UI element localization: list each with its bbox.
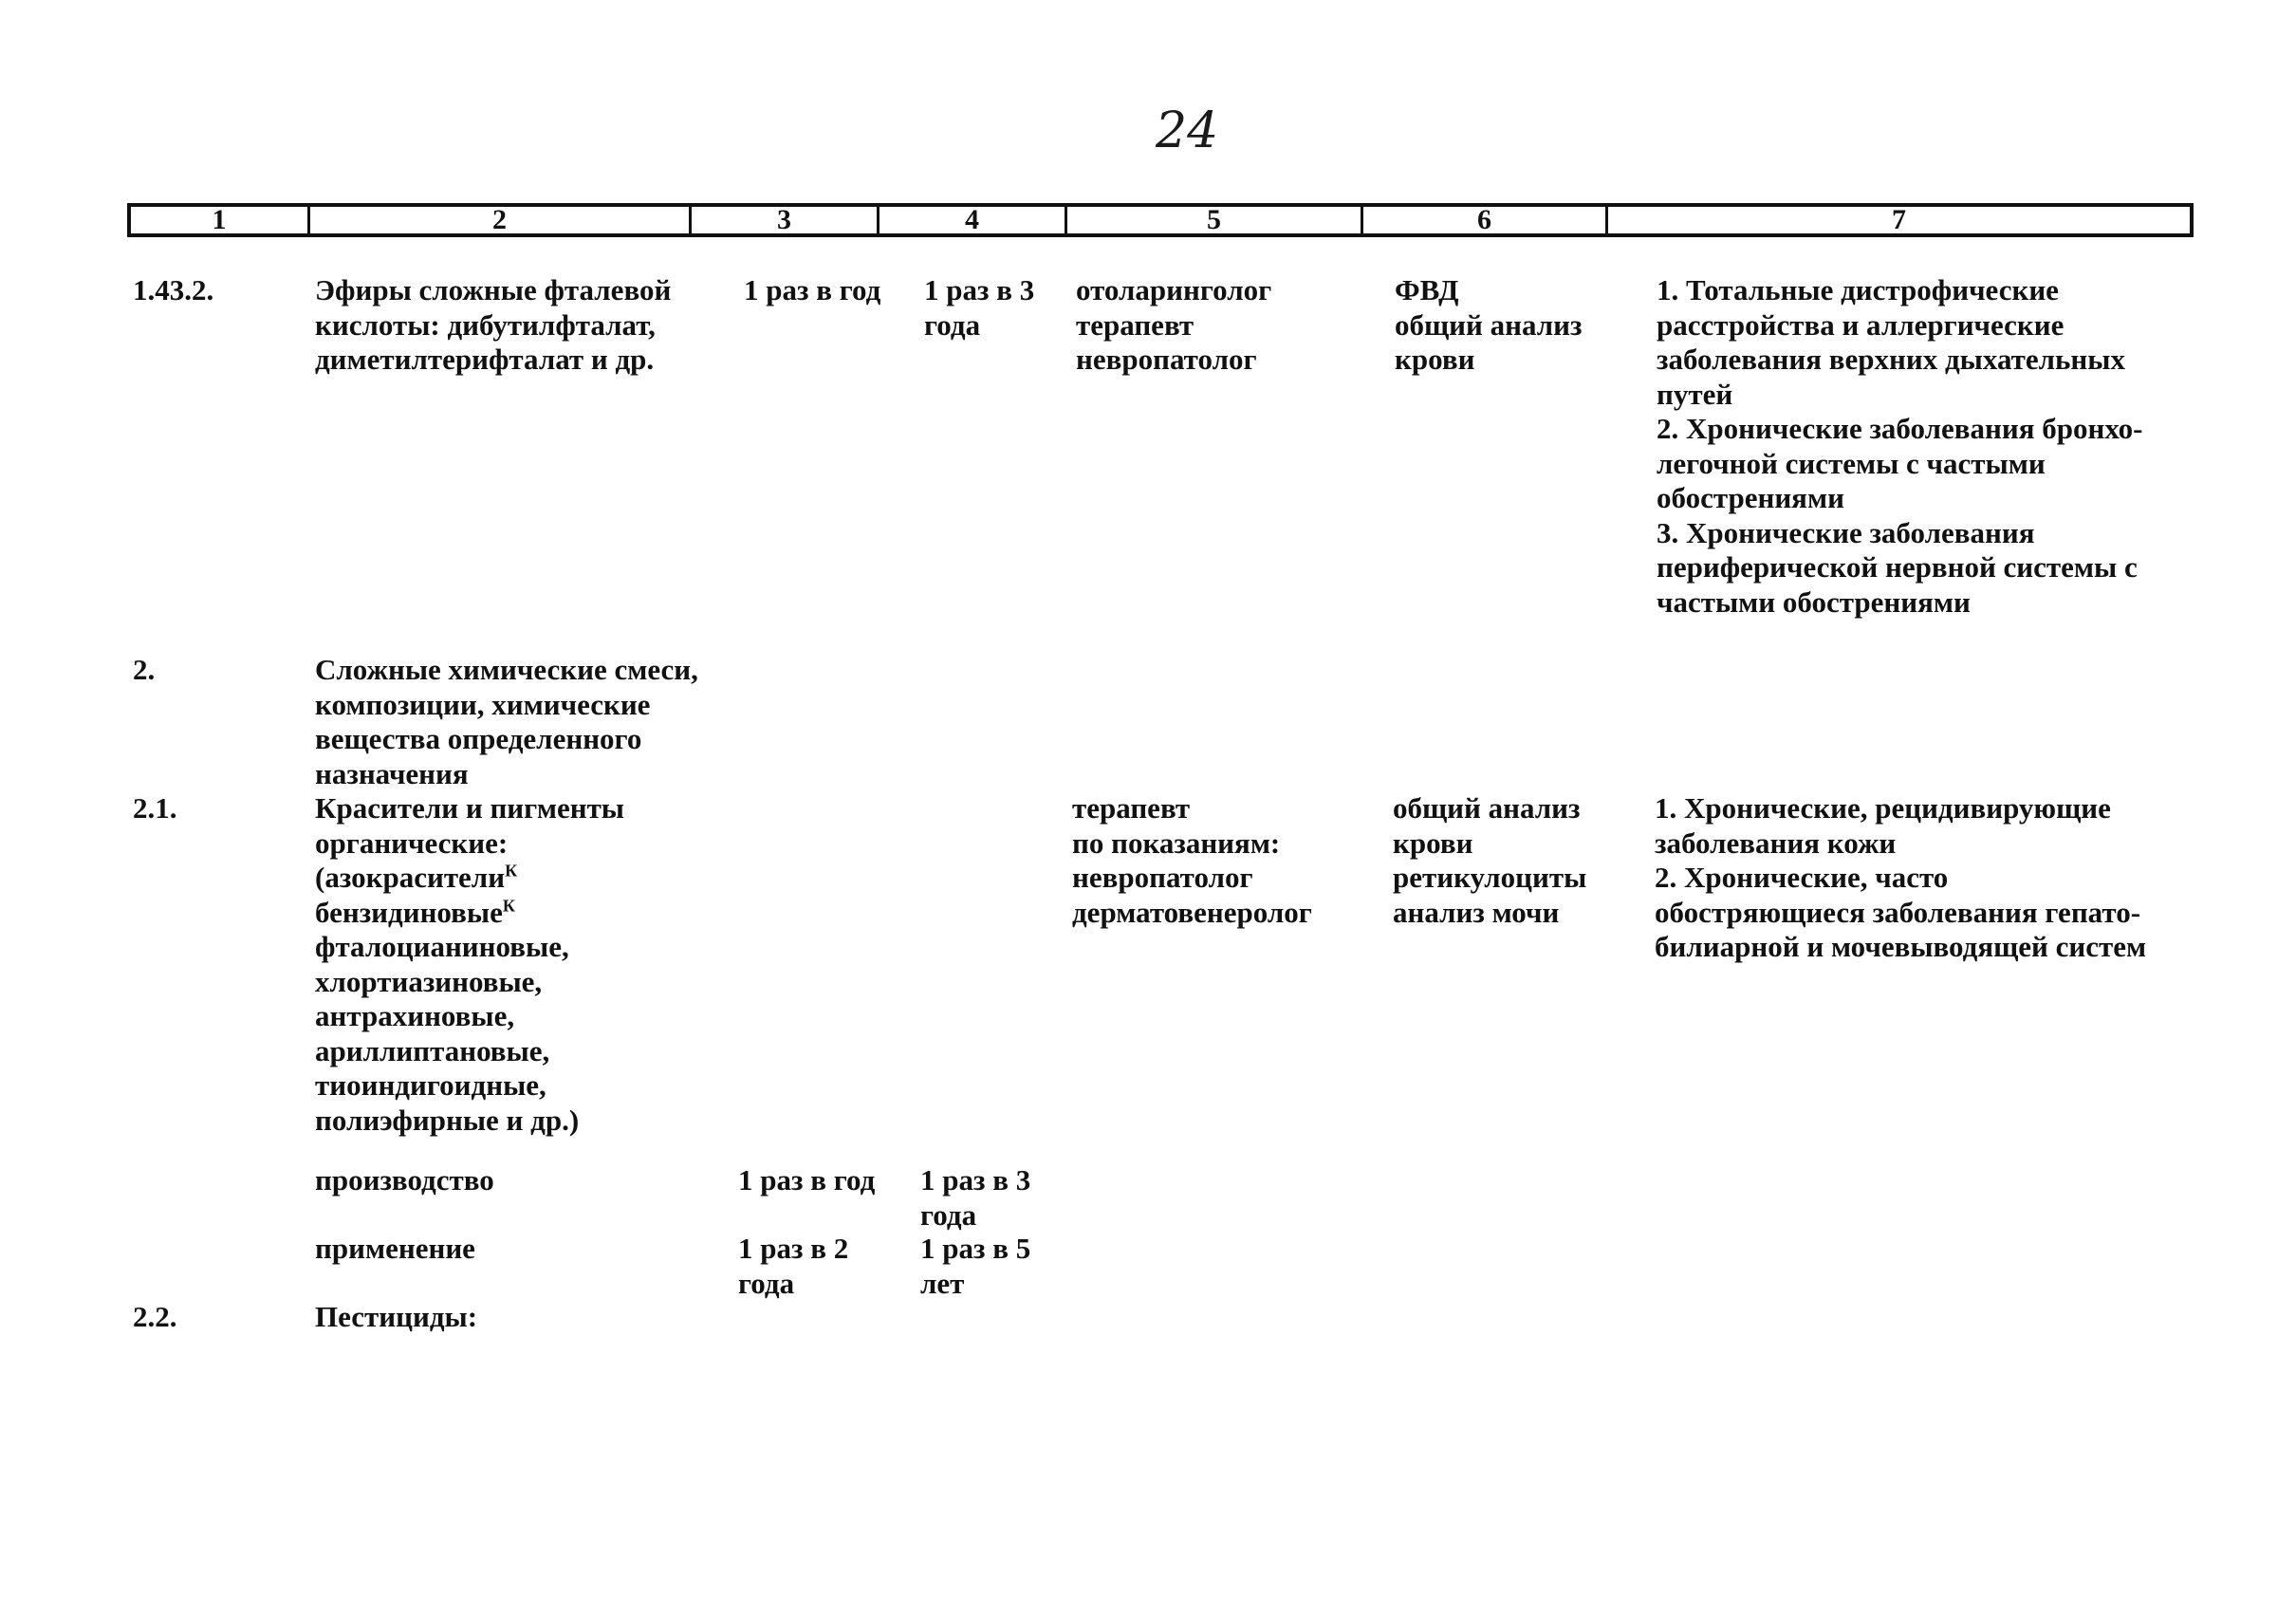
substance-name-line: полиэфирные и др.): [315, 1103, 580, 1137]
substance-name-line: хлортиазиновые,: [315, 964, 543, 998]
doctors-list: отоларинголог терапевт невропатолог: [1076, 273, 1272, 376]
column-header-6: 6: [1361, 207, 1605, 233]
substance-name: Сложные химические смеси, композиции, химические вещества определенного назначения: [315, 653, 698, 790]
exam-frequency-col4: 1 раз в 5 лет: [920, 1232, 1031, 1300]
contraindications: 1. Хронические, рецидивирующие заболевания кожи 2. Хронические, часто обостряющиеся заболевания гепато- билиарной и мочевыводящей систем: [1655, 791, 2147, 963]
substance-name: Пестициды:: [315, 1300, 478, 1333]
row-code: 1.43.2.: [133, 273, 214, 306]
exam-frequency-col3: 1 раз в год: [738, 1163, 876, 1197]
substance-name-line: [315, 896, 732, 931]
row-code: 2.: [133, 653, 156, 686]
substance-name-text: (азокрасители: [315, 861, 506, 894]
exam-frequency-col4: 1 раз в 3 года: [920, 1163, 1031, 1232]
lab-tests: ФВД общий анализ крови: [1395, 273, 1583, 376]
row-code: 2.2.: [133, 1300, 177, 1333]
carcinogen-mark: К: [505, 861, 518, 881]
column-header-3: 3: [689, 207, 877, 233]
page-number: 24: [1156, 102, 1219, 159]
contraindications: 1. Тотальные дистрофические расстройства и аллергические заболевания верхних дыхательных путей 2. Хронические заболевания бронхо- легочной системы с частыми обострениями 3. Хронические заболевания периферической нервной системы с частыми обострениями: [1657, 273, 2143, 619]
substance-name-text: бензидиновые: [315, 895, 503, 929]
table-header-row: [127, 203, 2194, 237]
lab-tests: общий анализ крови ретикулоциты анализ мочи: [1393, 791, 1587, 929]
substance-name-line: фталоцианиновые,: [315, 930, 569, 963]
substance-name-line: [315, 861, 732, 896]
sub-item-name: производство: [315, 1163, 494, 1197]
column-header-5: 5: [1065, 207, 1361, 233]
carcinogen-mark: К: [502, 896, 515, 916]
column-header-7: 7: [1605, 207, 2190, 233]
column-header-1: 1: [212, 204, 227, 235]
substance-name-line: Красители и пигменты: [315, 791, 624, 825]
row-code: 2.1.: [133, 791, 177, 825]
exam-frequency-col3: 1 раз в 2 года: [738, 1232, 849, 1300]
exam-frequency-col3: 1 раз в год: [744, 273, 881, 306]
substance-name-line: ариллиптановые,: [315, 1033, 550, 1067]
doctors-list: терапевт по показаниям: невропатолог дерматовенеролог: [1072, 791, 1312, 929]
substance-name: Эфиры сложные фталевой кислоты: дибутилфталат, диметилтерифталат и др.: [315, 273, 672, 376]
column-header-4: 4: [877, 207, 1065, 233]
column-header-2: 2: [307, 207, 689, 233]
substance-name-line: органические:: [315, 826, 509, 860]
sub-item-name: применение: [315, 1232, 475, 1265]
exam-frequency-col4: 1 раз в 3 года: [924, 273, 1035, 342]
substance-name-line: антрахиновые,: [315, 999, 515, 1032]
substance-name: [315, 791, 732, 1138]
substance-name-line: тиоиндигоидные,: [315, 1068, 546, 1102]
